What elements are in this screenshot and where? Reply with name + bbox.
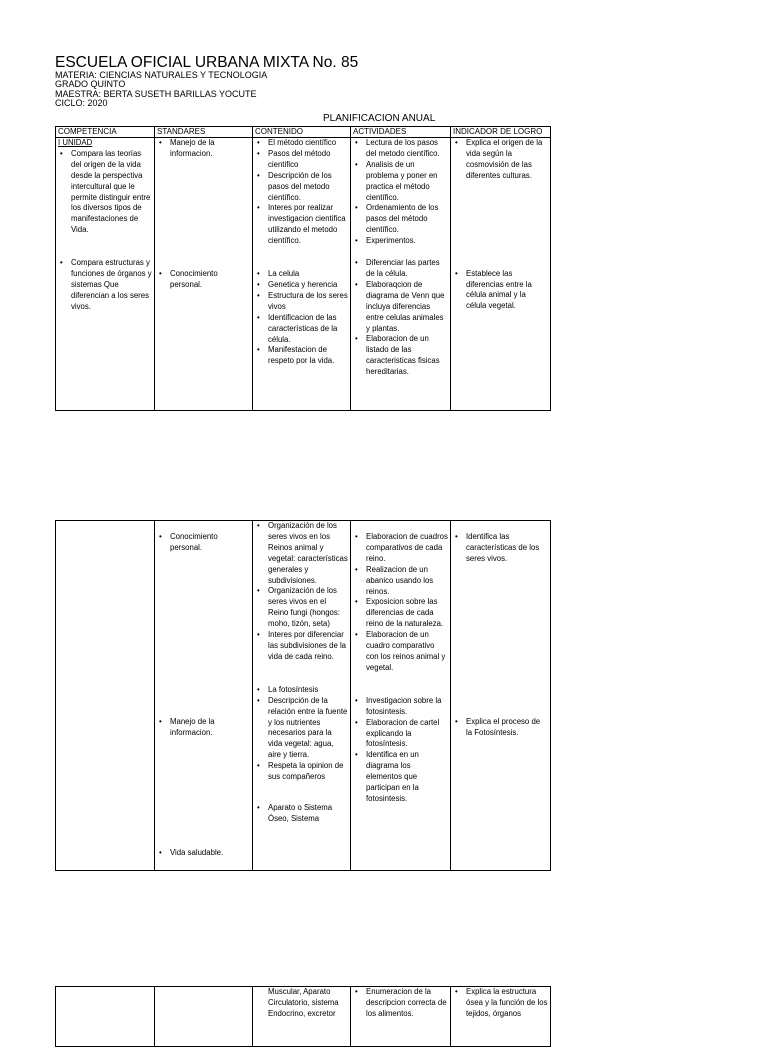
bullet-item: • Realizacion de un abanico usando los reinos. (353, 565, 448, 598)
table-row (56, 521, 551, 871)
cell-actividades (351, 521, 451, 871)
teacher-line: MAESTRA: BERTA SUSETH BARILLAS YOCUTE (55, 88, 257, 99)
bullet-item: • Analisis de un problema y poner en practica el método científico. (353, 160, 448, 204)
bullet-item: • Descripción de los pasos del metodo científico. (255, 171, 348, 204)
bullet-item: • Elaboracion de un cuadro comparativo con los reinos animal y vegetal. (353, 630, 448, 674)
bullet-list (157, 532, 250, 554)
bullet-item: • Respeta la opinion de sus compañeros (255, 761, 348, 783)
bullet-item: • Organización de los seres vivos en el Reino fungi (hongos: moho, tizón, seta) (255, 586, 348, 630)
bullet-item: • Identificacion de las características de la célula. (255, 313, 348, 346)
bullet-item: • Vida saludable. (157, 848, 250, 859)
cell-competencia (56, 521, 155, 871)
bullet-item: • Compara las teorías del origen de la vida desde la perspectiva intercultural que le permite distinguir entre los diversos tipos de manifestaciones de Vida. (58, 149, 152, 236)
bullet-item: • Conocimiento personal. (157, 269, 250, 291)
bullet-item: • Organización de los seres vivos en los Reinos animal y vegetal: características generales y subdivisiones. (255, 521, 348, 586)
cell-competencia (56, 138, 155, 411)
contenido-continued-text: Muscular, Aparato Circulatorio, sistema Endocrino, excretor (268, 987, 339, 1018)
col-header-standares: STANDARES (155, 127, 253, 138)
bullet-item: • Exposicion sobre las diferencias de cada reino de la naturaleza. (353, 597, 448, 630)
cell-contenido (253, 138, 351, 411)
bullet-item: • Identifica en un diagrama los elementos que participan en la fotosintesis. (353, 750, 448, 805)
col-header-actividades: ACTIVIDADES (351, 127, 451, 138)
planning-table-page-3 (55, 986, 551, 1047)
cell-contenido (253, 987, 351, 1047)
bullet-item: • Estructura de los seres vivos (255, 291, 348, 313)
bullet-item: • Elaboraqcion de diagrama de Venn que incluya diferencias entre celulas animales y plantas. (353, 280, 448, 335)
table-header-row (56, 127, 551, 138)
bullet-item: • Elaboracion de cartel explicando la fotosíntesis. (353, 718, 448, 751)
bullet-item: • La fotosíntesis (255, 685, 348, 696)
bullet-item: • La celula (255, 269, 348, 280)
bullet-item: • Establece las diferencias entre la célula animal y la célula vegetal. (453, 269, 548, 313)
cell-competencia (56, 987, 155, 1047)
cell-actividades (351, 138, 451, 411)
cell-indicador (451, 138, 551, 411)
col-header-contenido: CONTENIDO (253, 127, 351, 138)
col-header-competencia: COMPETENCIA (56, 127, 155, 138)
subject-line: MATERIA: CIENCIAS NATURALES Y TECNOLOGIA (55, 70, 268, 80)
cell-indicador (451, 521, 551, 871)
bullet-item: • Explica el proceso de la Fotosíntesis. (453, 717, 548, 739)
bullet-list (453, 269, 548, 313)
cell-standares (155, 138, 253, 411)
bullet-list (255, 685, 348, 783)
bullet-list (157, 269, 250, 291)
bullet-list (157, 848, 250, 859)
bullet-list (255, 803, 348, 825)
bullet-list (353, 696, 448, 805)
bullet-item: • El método científico (255, 138, 348, 149)
bullet-item: • Manifestacion de respeto por la vida. (255, 345, 348, 367)
bullet-item: • Interes por realizar investigacion cientifica utilizando el metodo científico. (255, 203, 348, 247)
school-name: ESCUELA OFICIAL URBANA MIXTA No. 85 (55, 54, 359, 71)
cell-standares (155, 521, 253, 871)
bullet-list (157, 138, 250, 160)
bullet-item: • Diferenciar las partes de la célula. (353, 258, 448, 280)
bullet-list (453, 138, 548, 182)
bullet-item: • Investigacion sobre la fotosintesis. (353, 696, 448, 718)
bullet-item: • Enumeracion de la descripcion correcta de los alimentos. (353, 987, 448, 1020)
bullet-list (453, 987, 548, 1020)
cell-standares (155, 987, 253, 1047)
bullet-item: • Ordenamiento de los pasos del método científico. (353, 203, 448, 236)
bullet-item: • Aparato o Sistema Óseo, Sistema (255, 803, 348, 825)
bullet-list (353, 258, 448, 378)
bullet-list (157, 717, 250, 739)
cell-contenido (253, 521, 351, 871)
bullet-list (353, 138, 448, 247)
bullet-item: • Explica la estructura ósea y la función de los tejidos, órganos (453, 987, 548, 1020)
planning-table-page-1 (55, 126, 551, 411)
cell-actividades (351, 987, 451, 1047)
bullet-item: • Lectura de los pasos del metodo científico. (353, 138, 448, 160)
bullet-item: • Conocimiento personal. (157, 532, 250, 554)
bullet-item: • Manejo de la informacion. (157, 138, 250, 160)
col-header-indicador: INDICADOR DE LOGRO (451, 127, 551, 138)
document-header (55, 54, 555, 109)
table-row (56, 987, 551, 1047)
table-row (56, 138, 551, 411)
bullet-item: • Interes por diferenciar las subdivisiones de la vida de cada reino. (255, 630, 348, 663)
bullet-list (353, 987, 448, 1020)
bullet-item: • Elaboracion de cuadros comparativos de cada reino. (353, 532, 448, 565)
bullet-item: • Compara estructuras y funciones de órganos y sistemas Que diferencian a los seres vivos. (58, 258, 152, 313)
grade-line: GRADO QUINTO (55, 79, 126, 90)
bullet-list (58, 149, 152, 236)
bullet-item: • Pasos del método cientifico (255, 149, 348, 171)
bullet-list (255, 269, 348, 367)
bullet-list (255, 521, 348, 663)
bullet-list (58, 258, 152, 313)
cycle-line: CICLO: 2020 (55, 98, 108, 109)
plan-title: PLANIFICACION ANUAL (323, 113, 436, 124)
unit-label: I UNIDAD (58, 138, 93, 147)
bullet-item: • Descripción de la relación entre la fuente y los nutrientes necesarios para la vida vegetal: agua, aire y tierra. (255, 696, 348, 761)
bullet-list (255, 138, 348, 247)
bullet-item: • Explica el origen de la vida según la cosmovisión de las diferentes culturas. (453, 138, 548, 182)
bullet-list (353, 532, 448, 674)
bullet-item: • Experimentos. (353, 236, 448, 247)
bullet-list (453, 532, 548, 565)
bullet-item: • Genetica y herencia (255, 280, 348, 291)
bullet-item: • Identifica las características de los seres vivos. (453, 532, 548, 565)
cell-indicador (451, 987, 551, 1047)
bullet-item: • Manejo de la informacion. (157, 717, 250, 739)
planning-table-page-2 (55, 520, 551, 871)
bullet-item: • Elaboracion de un listado de las caracteristicas fisicas hereditarias. (353, 334, 448, 378)
bullet-list (453, 717, 548, 739)
